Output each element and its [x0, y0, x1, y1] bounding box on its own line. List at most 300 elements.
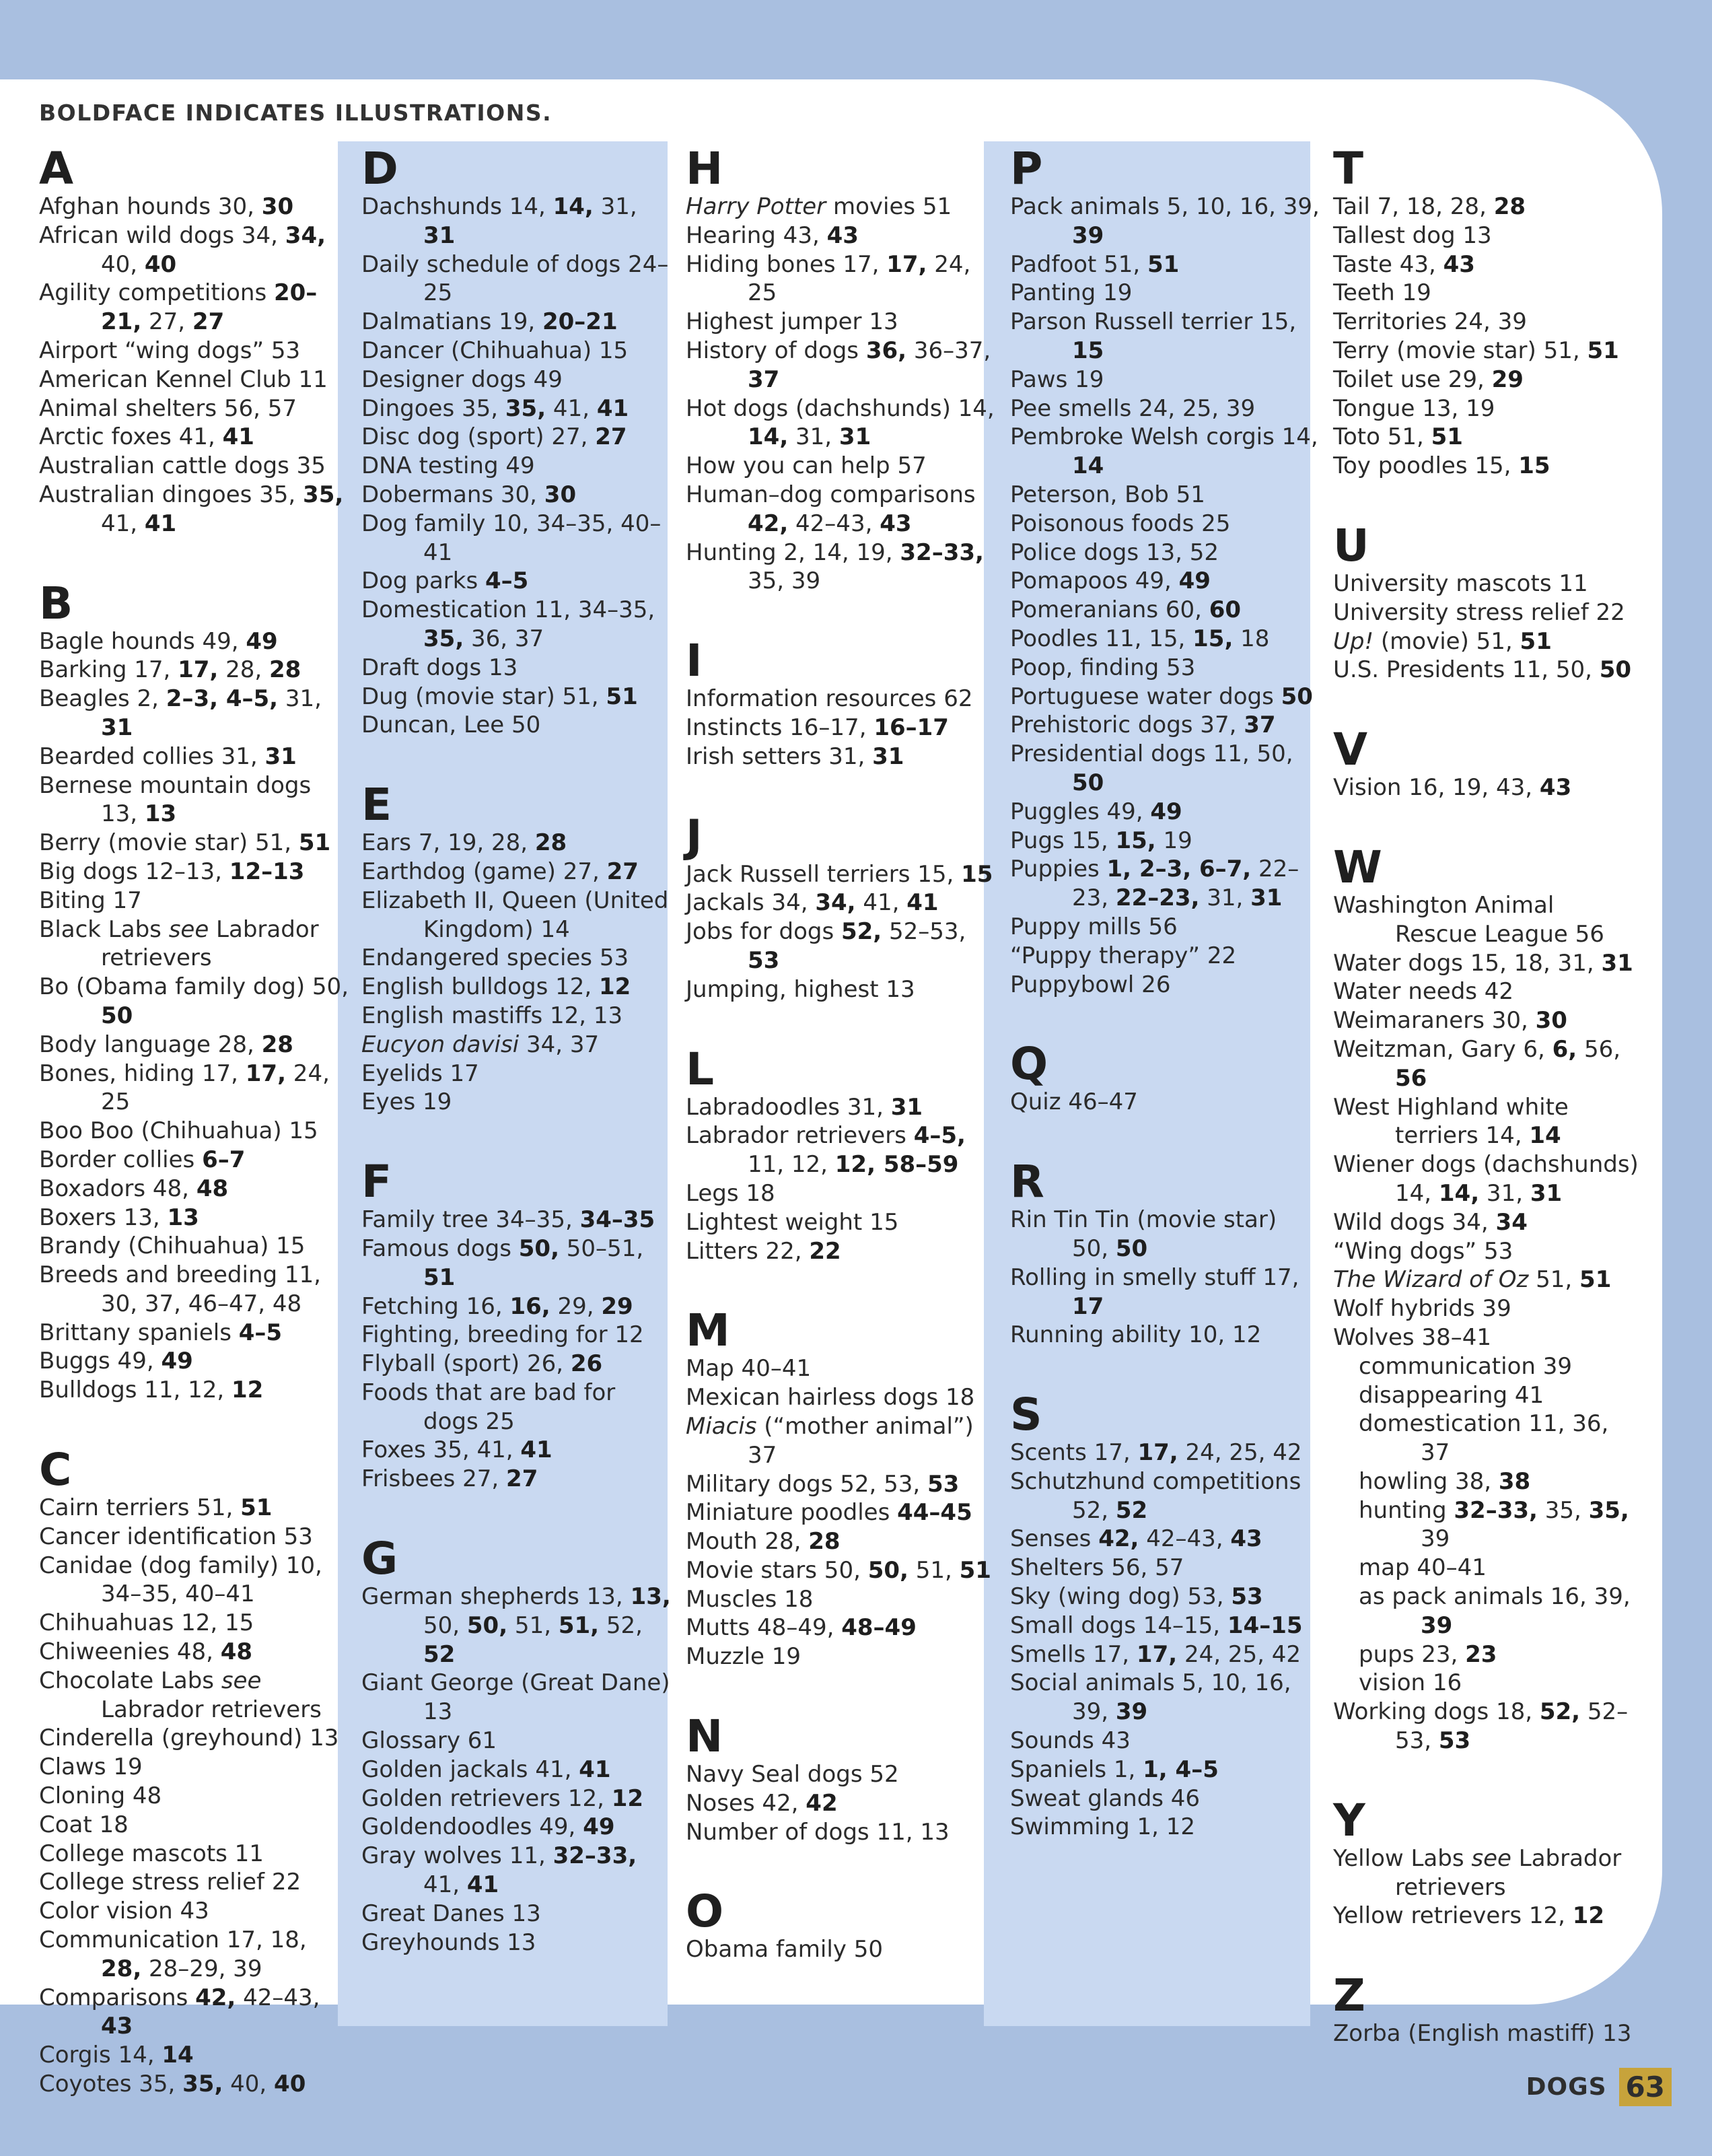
- index-entry: Gray wolves 11, 32–33, 41, 41: [361, 1842, 637, 1899]
- illustration-page-ref: 28: [534, 829, 567, 857]
- index-entry: Spaniels 1, 1, 4–5: [1010, 1755, 1219, 1783]
- index-entry: Golden jackals 41, 41: [361, 1755, 611, 1783]
- index-entry: Puppy mills 56: [1010, 913, 1178, 940]
- index-entry: Zorba (English mastiff) 13: [1333, 2020, 1632, 2048]
- index-entry: Canidae (dog family) 10, 34–35, 40–41: [39, 1552, 322, 1608]
- index-entry: Poodles 11, 15, 15, 18: [1010, 625, 1270, 652]
- index-entry: Boxers 13, 13: [39, 1204, 199, 1231]
- illustration-page-ref: 31: [890, 1093, 923, 1121]
- index-entry: Greyhounds 13: [361, 1928, 536, 1956]
- index-entry: Taste 43, 43: [1333, 250, 1475, 278]
- italic-title: The Wizard of Oz: [1333, 1266, 1529, 1294]
- illustration-page-ref: 53: [927, 1470, 960, 1498]
- illustration-page-ref: 43: [1443, 250, 1475, 278]
- illustration-page-ref: 41: [579, 1755, 611, 1783]
- illustration-page-ref: 27: [506, 1465, 538, 1493]
- index-column: [361, 145, 671, 1957]
- illustration-page-ref: 32–33,: [552, 1842, 637, 1870]
- illustration-page-ref: 52,: [1539, 1698, 1581, 1726]
- index-entry: Australian cattle dogs 35: [39, 452, 326, 480]
- index-letter-heading: P: [1010, 143, 1043, 195]
- index-letter-heading: I: [686, 635, 703, 687]
- illustration-page-ref: 51: [1147, 250, 1180, 278]
- index-entry: Elizabeth II, Queen (United Kingdom) 14: [361, 886, 669, 943]
- index-entry: Puppies 1, 2–3, 6–7, 22–23, 22–23, 31, 31: [1010, 856, 1299, 912]
- index-entry: Pee smells 24, 25, 39: [1010, 394, 1256, 422]
- illustration-page-ref: 12: [231, 1377, 264, 1404]
- index-letter-heading: E: [361, 779, 392, 831]
- index-entry: Shelters 56, 57: [1010, 1554, 1184, 1582]
- illustration-page-ref: 12, 58–59: [834, 1151, 959, 1179]
- index-entry: Military dogs 52, 53, 53: [686, 1470, 960, 1498]
- index-entry: Muscles 18: [686, 1585, 814, 1613]
- illustration-page-ref: 49: [161, 1348, 193, 1375]
- index-entry: Pomeranians 60, 60: [1010, 596, 1242, 624]
- index-entry: Pugs 15, 15, 19: [1010, 827, 1192, 854]
- illustration-page-ref: 51: [1431, 423, 1463, 451]
- index-entry: Working dogs 18, 52, 52–53, 53: [1333, 1698, 1629, 1755]
- illustration-page-ref: 28: [808, 1528, 841, 1556]
- index-entry: Miacis (“mother animal”) 37: [686, 1412, 974, 1469]
- index-entry: Chocolate Labs see Labrador retrievers: [39, 1667, 322, 1723]
- illustration-page-ref: 44–45: [897, 1499, 972, 1527]
- index-entry: Territories 24, 39: [1333, 308, 1527, 336]
- index-entry: Poisonous foods 25: [1010, 510, 1231, 537]
- illustration-page-ref: 43: [101, 2013, 133, 2040]
- index-entry: Yellow Labs see Labrador retrievers: [1333, 1844, 1622, 1901]
- index-entry: Vision 16, 19, 43, 43: [1333, 774, 1572, 802]
- index-letter-heading: R: [1010, 1156, 1044, 1208]
- illustration-page-ref: 31: [423, 221, 456, 249]
- index-entry: Small dogs 14–15, 14–15: [1010, 1611, 1303, 1639]
- illustration-page-ref: 43: [826, 221, 859, 249]
- illustration-page-ref: 28,: [101, 1955, 142, 1982]
- illustration-page-ref: 49: [1178, 567, 1211, 595]
- index-entry: Dog parks 4–5: [361, 567, 529, 595]
- illustration-page-ref: 43: [880, 510, 912, 537]
- italic-title: see: [221, 1667, 262, 1694]
- illustration-page-ref: 20–21: [542, 308, 618, 336]
- illustration-page-ref: 14,: [1438, 1179, 1480, 1207]
- index-entry: Rin Tin Tin (movie star) 50, 50: [1010, 1206, 1277, 1262]
- index-entry: Cloning 48: [39, 1782, 162, 1810]
- index-entry: Earthdog (game) 27, 27: [361, 858, 639, 885]
- index-entry: “Puppy therapy” 22: [1010, 942, 1237, 969]
- illustration-page-ref: 6–7: [202, 1146, 246, 1173]
- illustration-page-ref: 28: [261, 1031, 293, 1058]
- index-entry: howling 38, 38: [1359, 1467, 1531, 1495]
- index-entry: Teeth 19: [1333, 279, 1431, 307]
- index-entry: Toy poodles 15, 15: [1333, 452, 1550, 480]
- index-letter-heading: T: [1333, 143, 1364, 195]
- illustration-page-ref: 35,: [303, 481, 344, 508]
- illustration-page-ref: 14: [162, 2042, 194, 2069]
- illustration-page-ref: 51: [298, 829, 331, 857]
- index-entry: Chiweenies 48, 48: [39, 1638, 253, 1666]
- index-letter-heading: A: [39, 143, 74, 195]
- index-letter-heading: U: [1333, 519, 1369, 571]
- illustration-page-ref: 28: [269, 656, 301, 684]
- index-entry: Big dogs 12–13, 12–13: [39, 858, 305, 885]
- illustration-page-ref: 51,: [558, 1611, 600, 1639]
- illustration-page-ref: 29: [601, 1292, 633, 1320]
- index-entry: U.S. Presidents 11, 50, 50: [1333, 656, 1632, 684]
- index-entry: Sounds 43: [1010, 1727, 1131, 1755]
- index-entry: Yellow retrievers 12, 12: [1333, 1902, 1605, 1930]
- index-entry: Bernese mountain dogs 13, 13: [39, 771, 312, 828]
- index-entry: Harry Potter movies 51: [686, 193, 952, 220]
- index-entry: Dingoes 35, 35, 41, 41: [361, 394, 629, 422]
- index-entry: Cancer identification 53: [39, 1523, 313, 1550]
- index-entry: Up! (movie) 51, 51: [1333, 627, 1552, 655]
- index-entry: as pack animals 16, 39, 39: [1359, 1583, 1631, 1639]
- index-entry: Chihuahuas 12, 15: [39, 1609, 254, 1637]
- illustration-page-ref: 36,: [865, 337, 907, 364]
- index-legend-note: BOLDFACE INDICATES ILLUSTRATIONS.: [39, 100, 552, 126]
- index-entry: Number of dogs 11, 13: [686, 1818, 950, 1846]
- index-entry: Cairn terriers 51, 51: [39, 1494, 273, 1522]
- index-entry: Designer dogs 49: [361, 366, 563, 393]
- illustration-page-ref: 27: [192, 308, 225, 336]
- index-entry: Pembroke Welsh corgis 14, 14: [1010, 423, 1318, 480]
- index-entry: Bulldogs 11, 12, 12: [39, 1377, 264, 1404]
- index-entry: Water needs 42: [1333, 978, 1514, 1006]
- illustration-page-ref: 32–33,: [1454, 1496, 1538, 1524]
- illustration-page-ref: 41: [144, 510, 177, 537]
- index-entry: Pack animals 5, 10, 16, 39, 39: [1010, 193, 1320, 249]
- illustration-page-ref: 17,: [245, 1059, 286, 1087]
- index-entry: Jobs for dogs 52, 52–53, 53: [686, 918, 966, 974]
- index-entry: Wolf hybrids 39: [1333, 1295, 1511, 1323]
- index-entry: Lightest weight 15: [686, 1208, 899, 1236]
- index-entry: Dachshunds 14, 14, 31, 31: [361, 193, 637, 249]
- illustration-page-ref: 20–21,: [101, 279, 318, 336]
- index-entry: Weitzman, Gary 6, 6, 56, 56: [1333, 1035, 1621, 1092]
- illustration-page-ref: 30: [544, 481, 577, 508]
- illustration-page-ref: 1, 4–5: [1143, 1755, 1219, 1783]
- index-entry: Boo Boo (Chihuahua) 15: [39, 1117, 318, 1145]
- index-entry: Frisbees 27, 27: [361, 1465, 538, 1493]
- illustration-page-ref: 31: [101, 714, 133, 741]
- index-column: [686, 145, 995, 1964]
- illustration-page-ref: 31: [872, 742, 904, 770]
- index-entry: Hearing 43, 43: [686, 221, 859, 249]
- index-entry: Boxadors 48, 48: [39, 1175, 229, 1202]
- illustration-page-ref: 53: [1231, 1583, 1263, 1611]
- index-entry: Prehistoric dogs 37, 37: [1010, 711, 1276, 739]
- index-entry: domestication 11, 36, 37: [1359, 1410, 1609, 1467]
- index-entry: Litters 22, 22: [686, 1237, 841, 1265]
- illustration-page-ref: 42,: [195, 1984, 236, 2011]
- index-entry: Water dogs 15, 18, 31, 31: [1333, 949, 1633, 977]
- illustration-page-ref: 35,: [423, 625, 464, 652]
- index-entry: DNA testing 49: [361, 452, 535, 480]
- index-entry: Scents 17, 17, 24, 25, 42: [1010, 1439, 1302, 1467]
- index-letter-heading: N: [686, 1710, 723, 1763]
- illustration-page-ref: 51: [423, 1263, 456, 1291]
- index-entry: Australian dingoes 35, 35, 41, 41: [39, 481, 344, 537]
- index-entry: Mutts 48–49, 48–49: [686, 1614, 917, 1642]
- index-entry: Brandy (Chihuahua) 15: [39, 1232, 306, 1260]
- index-entry: Glossary 61: [361, 1727, 497, 1755]
- index-entry: Famous dogs 50, 50–51, 51: [361, 1235, 644, 1291]
- illustration-page-ref: 37: [748, 366, 780, 393]
- index-entry: Cinderella (greyhound) 13: [39, 1725, 339, 1752]
- index-entry: Wiener dogs (dachshunds) 14, 14, 31, 31: [1333, 1151, 1639, 1207]
- index-entry: African wild dogs 34, 34, 40, 40: [39, 221, 326, 278]
- index-entry: The Wizard of Oz 51, 51: [1333, 1266, 1612, 1294]
- illustration-page-ref: 49: [246, 627, 278, 655]
- index-entry: Wild dogs 34, 34: [1333, 1208, 1528, 1236]
- index-entry: Poop, finding 53: [1010, 654, 1196, 681]
- index-entry: Mouth 28, 28: [686, 1528, 841, 1556]
- index-entry: Movie stars 50, 50, 51, 51: [686, 1556, 991, 1584]
- index-letter-heading: O: [686, 1885, 724, 1938]
- index-column: [1333, 145, 1643, 2048]
- illustration-page-ref: 34: [1495, 1208, 1528, 1236]
- illustration-page-ref: 51: [606, 683, 638, 710]
- illustration-page-ref: 43: [1539, 774, 1572, 802]
- index-entry: College stress relief 22: [39, 1869, 301, 1896]
- index-entry: disappearing 41: [1359, 1381, 1544, 1409]
- index-entry: University mascots 11: [1333, 569, 1588, 597]
- index-entry: Irish setters 31, 31: [686, 742, 904, 770]
- illustration-page-ref: 40: [144, 250, 177, 278]
- index-entry: Hot dogs (dachshunds) 14, 14, 31, 31: [686, 394, 995, 451]
- illustration-page-ref: 14,: [748, 423, 789, 451]
- illustration-page-ref: 13,: [630, 1583, 671, 1611]
- illustration-page-ref: 23: [1465, 1640, 1497, 1668]
- index-letter-heading: Z: [1333, 1970, 1365, 2022]
- illustration-page-ref: 51: [1587, 337, 1619, 364]
- index-entry: Animal shelters 56, 57: [39, 394, 297, 422]
- illustration-page-ref: 50: [1072, 769, 1104, 796]
- index-entry: German shepherds 13, 13, 50, 50, 51, 51, 52, 52: [361, 1583, 671, 1668]
- illustration-page-ref: 17,: [1137, 1439, 1178, 1467]
- index-entry: Fetching 16, 16, 29, 29: [361, 1292, 633, 1320]
- illustration-page-ref: 53: [748, 946, 780, 974]
- index-letter-heading: Q: [1010, 1038, 1048, 1090]
- illustration-page-ref: 50,: [518, 1235, 559, 1262]
- index-entry: Peterson, Bob 51: [1010, 481, 1205, 508]
- index-entry: Padfoot 51, 51: [1010, 250, 1180, 278]
- index-entry: Pomapoos 49, 49: [1010, 567, 1211, 595]
- illustration-page-ref: 12: [1572, 1902, 1605, 1930]
- index-entry: Noses 42, 42: [686, 1789, 838, 1817]
- illustration-page-ref: 31: [1250, 884, 1283, 912]
- index-entry: Domestication 11, 34–35, 35, 36, 37: [361, 596, 655, 652]
- index-letter-heading: D: [361, 143, 398, 195]
- index-entry: Smells 17, 17, 24, 25, 42: [1010, 1640, 1301, 1668]
- illustration-page-ref: 31: [1530, 1179, 1563, 1207]
- illustration-page-ref: 35,: [1588, 1496, 1629, 1524]
- index-entry: Human–dog comparisons 42, 42–43, 43: [686, 481, 976, 537]
- illustration-page-ref: 17: [1072, 1292, 1104, 1320]
- index-entry: Eyelids 17: [361, 1059, 479, 1087]
- index-entry: Comparisons 42, 42–43, 43: [39, 1984, 320, 2040]
- illustration-page-ref: 22–23,: [1115, 884, 1200, 912]
- index-entry: Border collies 6–7: [39, 1146, 246, 1173]
- illustration-page-ref: 14–15: [1227, 1611, 1303, 1639]
- illustration-page-ref: 52,: [841, 918, 882, 946]
- illustration-page-ref: 50,: [466, 1611, 508, 1639]
- index-entry: Eyes 19: [361, 1088, 452, 1116]
- index-entry: Legs 18: [686, 1179, 775, 1207]
- index-entry: Jack Russell terriers 15, 15: [686, 860, 993, 888]
- illustration-page-ref: 32–33,: [900, 538, 984, 566]
- illustration-page-ref: 13: [144, 800, 177, 828]
- index-entry: vision 16: [1359, 1669, 1462, 1697]
- index-entry: Dog family 10, 34–35, 40–41: [361, 510, 662, 566]
- index-entry: Berry (movie star) 51, 51: [39, 829, 331, 857]
- index-entry: English mastiffs 12, 13: [361, 1002, 623, 1029]
- illustration-page-ref: 1, 2–3, 6–7,: [1106, 856, 1252, 883]
- illustration-page-ref: 49: [1150, 798, 1182, 825]
- illustration-page-ref: 16–17: [873, 714, 949, 741]
- illustration-page-ref: 15: [1072, 337, 1104, 364]
- illustration-page-ref: 4–5,: [913, 1122, 966, 1150]
- illustration-page-ref: 48: [220, 1638, 253, 1666]
- index-entry: Sweat glands 46: [1010, 1784, 1201, 1812]
- illustration-page-ref: 14: [1072, 452, 1104, 480]
- index-entry: Foxes 35, 41, 41: [361, 1436, 552, 1464]
- index-letter-heading: C: [39, 1444, 72, 1496]
- illustration-page-ref: 53: [1438, 1727, 1471, 1755]
- index-entry: “Wing dogs” 53: [1333, 1237, 1513, 1265]
- italic-title: Eucyon davisi: [361, 1031, 520, 1058]
- index-entry: Foods that are bad for dogs 25: [361, 1379, 616, 1435]
- illustration-page-ref: 12: [598, 973, 631, 1001]
- index-entry: Bearded collies 31, 31: [39, 742, 297, 770]
- index-entry: Hiding bones 17, 17, 24, 25: [686, 250, 971, 307]
- index-entry: Instincts 16–17, 16–17: [686, 714, 949, 741]
- illustration-page-ref: 34,: [815, 889, 856, 917]
- index-entry: American Kennel Club 11: [39, 366, 328, 393]
- illustration-page-ref: 38: [1498, 1467, 1531, 1495]
- index-entry: Police dogs 13, 52: [1010, 538, 1219, 566]
- index-entry: Running ability 10, 12: [1010, 1321, 1262, 1349]
- illustration-page-ref: 41: [466, 1871, 499, 1899]
- index-entry: Agility competitions 20–21, 27, 27: [39, 279, 318, 336]
- index-entry: Mexican hairless dogs 18: [686, 1384, 975, 1412]
- italic-title: see: [1471, 1844, 1511, 1872]
- illustration-page-ref: 17,: [1136, 1640, 1178, 1668]
- illustration-page-ref: 12: [611, 1784, 644, 1812]
- index-entry: Obama family 50: [686, 1936, 883, 1963]
- index-entry: Biting 17: [39, 886, 142, 914]
- index-letter-heading: B: [39, 577, 73, 629]
- index-column: [1010, 145, 1320, 1842]
- illustration-page-ref: 4–5: [238, 1319, 283, 1346]
- illustration-page-ref: 41: [906, 889, 939, 917]
- illustration-page-ref: 51: [240, 1494, 273, 1522]
- illustration-page-ref: 31: [1601, 949, 1633, 977]
- index-entry: Flyball (sport) 26, 26: [361, 1350, 603, 1378]
- index-entry: Hunting 2, 14, 19, 32–33, 35, 39: [686, 538, 984, 595]
- index-entry: Fighting, breeding for 12: [361, 1321, 644, 1349]
- index-entry: Goldendoodles 49, 49: [361, 1813, 615, 1841]
- index-entry: Puggles 49, 49: [1010, 798, 1182, 825]
- index-letter-heading: M: [686, 1305, 730, 1357]
- index-entry: Breeds and breeding 11, 30, 37, 46–47, 48: [39, 1261, 321, 1317]
- index-entry: Communication 17, 18, 28, 28–29, 39: [39, 1926, 307, 1982]
- illustration-page-ref: 42,: [748, 510, 789, 537]
- index-letter-heading: F: [361, 1156, 392, 1208]
- index-entry: Bo (Obama family dog) 50, 50: [39, 973, 349, 1029]
- index-entry: Dalmatians 19, 20–21: [361, 308, 618, 336]
- index-entry: Corgis 14, 14: [39, 2042, 194, 2069]
- index-entry: Weimaraners 30, 30: [1333, 1007, 1567, 1035]
- illustration-page-ref: 50: [1281, 683, 1313, 710]
- illustration-page-ref: 31: [264, 742, 297, 770]
- index-letter-heading: V: [1333, 724, 1368, 776]
- illustration-page-ref: 52: [423, 1640, 456, 1668]
- index-entry: Muzzle 19: [686, 1643, 801, 1671]
- index-letter-heading: G: [361, 1533, 398, 1585]
- index-letter-heading: H: [686, 143, 723, 195]
- illustration-page-ref: 48: [196, 1175, 229, 1202]
- italic-title: Miacis: [686, 1412, 757, 1440]
- page-footer: [1526, 2068, 1672, 2106]
- index-entry: How you can help 57: [686, 452, 927, 480]
- index-entry: Jumping, highest 13: [686, 975, 915, 1003]
- section-title: DOGS: [1526, 2073, 1607, 2101]
- index-entry: Family tree 34–35, 34–35: [361, 1206, 655, 1234]
- index-letter-heading: S: [1010, 1389, 1042, 1441]
- index-letter-heading: Y: [1333, 1794, 1365, 1846]
- illustration-page-ref: 14,: [552, 193, 594, 220]
- index-entry: Bagle hounds 49, 49: [39, 627, 278, 655]
- illustration-page-ref: 15: [1518, 452, 1550, 480]
- index-entry: Senses 42, 42–43, 43: [1010, 1525, 1262, 1553]
- index-entry: Jackals 34, 34, 41, 41: [686, 889, 939, 917]
- illustration-page-ref: 6,: [1552, 1035, 1577, 1063]
- index-entry: Swimming 1, 12: [1010, 1813, 1195, 1841]
- illustration-page-ref: 27: [606, 858, 639, 885]
- illustration-page-ref: 52: [1115, 1496, 1148, 1524]
- index-entry: Afghan hounds 30, 30: [39, 193, 294, 220]
- index-entry: Dobermans 30, 30: [361, 481, 577, 508]
- index-entry: Daily schedule of dogs 24–25: [361, 250, 669, 307]
- index-entry: Black Labs see Labrador retrievers: [39, 915, 319, 972]
- index-entry: Terry (movie star) 51, 51: [1333, 337, 1619, 364]
- illustration-page-ref: 17,: [178, 656, 219, 684]
- illustration-page-ref: 22: [809, 1237, 841, 1265]
- index-entry: communication 39: [1359, 1352, 1573, 1380]
- index-entry: Social animals 5, 10, 16, 39, 39: [1010, 1669, 1291, 1726]
- illustration-page-ref: 42,: [1098, 1525, 1139, 1553]
- illustration-page-ref: 50: [1115, 1235, 1148, 1262]
- illustration-page-ref: 40: [274, 2071, 306, 2098]
- index-entry: Barking 17, 17, 28, 28: [39, 656, 301, 684]
- index-entry: Washington Animal Rescue League 56: [1333, 891, 1604, 948]
- index-entry: Tallest dog 13: [1333, 221, 1492, 249]
- illustration-page-ref: 13: [167, 1204, 199, 1231]
- index-entry: Giant George (Great Dane) 13: [361, 1669, 670, 1726]
- index-entry: Dug (movie star) 51, 51: [361, 683, 638, 710]
- index-entry: Highest jumper 13: [686, 308, 898, 336]
- index-entry: Claws 19: [39, 1753, 143, 1781]
- index-letter-heading: W: [1333, 841, 1382, 893]
- index-entry: Great Danes 13: [361, 1900, 541, 1927]
- illustration-page-ref: 12–13: [229, 858, 305, 885]
- index-entry: Ears 7, 19, 28, 28: [361, 829, 567, 857]
- index-entry: Panting 19: [1010, 279, 1133, 307]
- index-entry: Buggs 49, 49: [39, 1348, 193, 1375]
- illustration-page-ref: 29: [1491, 366, 1524, 393]
- index-letter-heading: L: [686, 1043, 715, 1095]
- index-entry: Tail 7, 18, 28, 28: [1333, 193, 1526, 220]
